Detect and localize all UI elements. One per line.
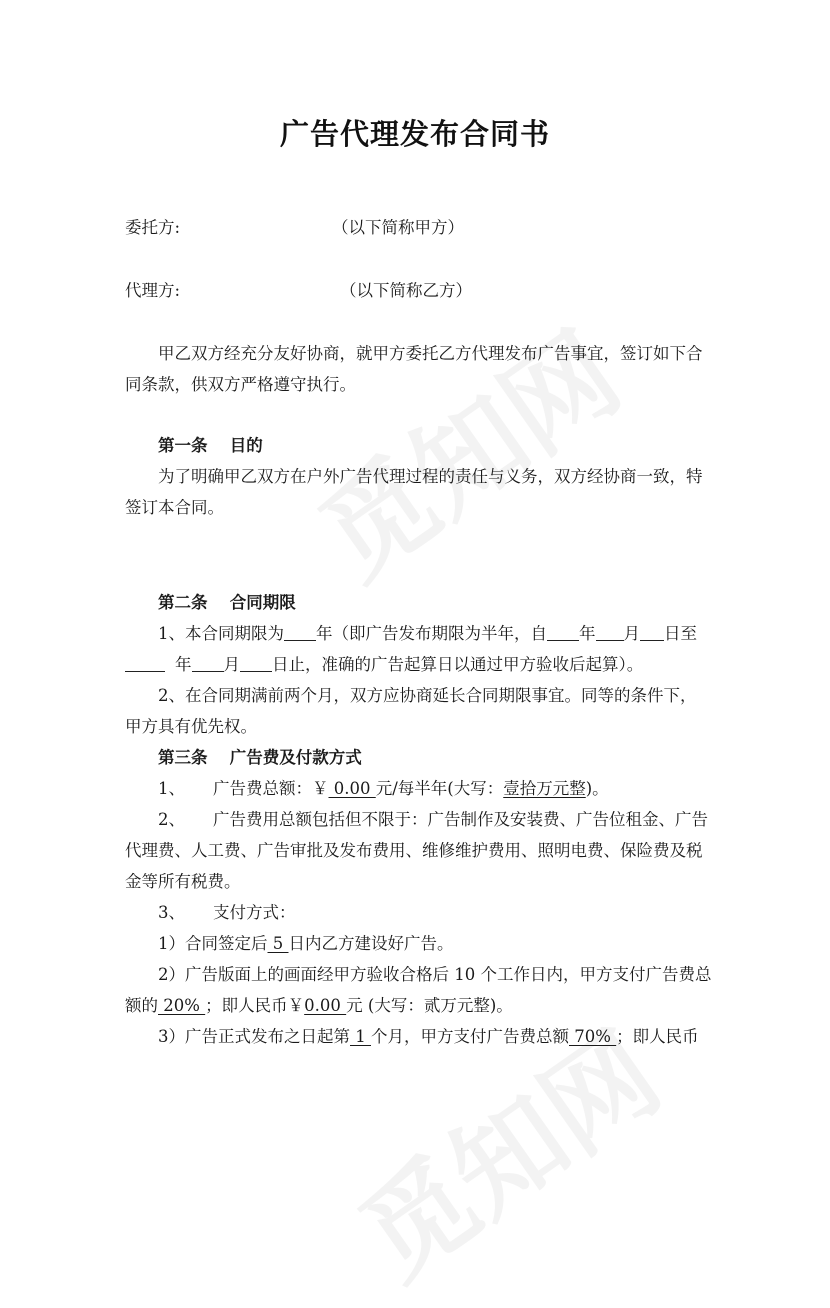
- second-payment-percent: 70%: [569, 1027, 617, 1046]
- text-span: 月: [623, 624, 640, 643]
- text-span: 1）合同签定后: [158, 934, 268, 953]
- text-span: 年: [175, 655, 192, 674]
- text-span: 月: [223, 655, 240, 674]
- blank-start-year: [547, 623, 579, 641]
- article-3-heading: 第三条 广告费及付款方式: [158, 748, 362, 767]
- text-span: 个月，甲方支付广告费总额: [371, 1027, 569, 1046]
- item-number: 2、: [158, 810, 185, 829]
- intro-line-2: 同条款，供双方严格遵守执行。: [125, 375, 356, 394]
- agent-note: （以下简称乙方）: [340, 281, 472, 300]
- text-span: ；即人民币: [616, 1027, 699, 1046]
- text-span: 广告费用总额包括但不限于：广告制作及安装费、广告位租金、广告: [213, 810, 708, 829]
- article-3-item-2-line-1: [158, 808, 708, 832]
- client-label: 委托方:: [125, 218, 181, 237]
- blank-end-year: [125, 654, 165, 672]
- article-3-item-2-line-3: 金等所有税费。: [125, 872, 241, 891]
- build-days: 5: [267, 934, 289, 953]
- blank-years: [284, 623, 316, 641]
- article-1-heading: 第一条 目的: [158, 436, 263, 455]
- item-number: 1、: [158, 779, 185, 798]
- blank-start-month: [596, 623, 624, 641]
- first-payment-percent: 20%: [158, 996, 206, 1015]
- item-number: 3、: [158, 903, 185, 922]
- blank-start-day: [640, 623, 664, 641]
- article-3-item-2-line-2: 代理费、人工费、广告审批及发布费用、维修维护费用、照明电费、保险费及税: [125, 841, 703, 860]
- blank-end-month: [192, 654, 224, 672]
- page-title: 广告代理发布合同书: [279, 117, 550, 151]
- article-2-item-2-line-2: 甲方具有优先权。: [125, 717, 257, 736]
- article-2-item-1-line-1: [158, 622, 697, 646]
- article-3-item-1: [158, 777, 609, 801]
- payment-month: 1: [350, 1027, 371, 1046]
- text-span: 额的: [125, 996, 158, 1015]
- article-2-heading: 第二条 合同期限: [158, 593, 296, 612]
- article-1-line-2: 签订本合同。: [125, 498, 224, 517]
- text-span: 年: [579, 624, 596, 643]
- payment-step-1: [158, 932, 454, 956]
- intro-line-1: 甲乙双方经充分友好协商，就甲方委托乙方代理发布广告事宜，签订如下合: [158, 344, 703, 363]
- text-span: 支付方式：: [213, 903, 296, 922]
- text-span: ；即人民币￥: [205, 996, 305, 1015]
- payment-step-2-line-2: [125, 994, 513, 1018]
- text-span: 元 (大写：贰万元整)。: [346, 996, 513, 1015]
- agent-label: 代理方:: [125, 281, 181, 300]
- article-2-item-1-line-2: [125, 653, 643, 677]
- text-span: 日内乙方建设好广告。: [288, 934, 454, 953]
- text-span: 日止，准确的广告起算日以通过甲方验收后起算）。: [272, 655, 644, 674]
- text-span: 3）广告正式发布之日起第: [158, 1027, 350, 1046]
- text-span: 元/每半年(大写：: [375, 779, 504, 798]
- text-span: 年（即广告发布期限为半年，自: [316, 624, 547, 643]
- text-span: )。: [585, 779, 609, 798]
- client-note: （以下简称甲方）: [332, 218, 464, 237]
- article-3-item-3: [158, 901, 296, 925]
- text-span: 1、本合同期限为: [158, 624, 284, 643]
- article-1-line-1: 为了明确甲乙双方在户外广告代理过程的责任与义务，双方经协商一致，特: [158, 467, 703, 486]
- fee-amount-words: 壹拾万元整: [503, 779, 586, 798]
- text-span: 日至: [664, 624, 697, 643]
- blank-end-day: [240, 654, 272, 672]
- payment-step-3: [158, 1025, 699, 1049]
- watermark: [285, 290, 646, 609]
- payment-step-2-line-1: 2）广告版面上的画面经甲方验收合格后 10 个工作日内，甲方支付广告费总: [158, 965, 712, 984]
- article-2-item-2-line-1: 2、在合同期满前两个月，双方应协商延长合同期限事宜。同等的条件下，: [158, 686, 697, 705]
- text-span: 广告费总额：￥: [213, 779, 329, 798]
- fee-amount: 0.00: [328, 779, 376, 798]
- first-payment-amount: 0.00: [304, 996, 347, 1015]
